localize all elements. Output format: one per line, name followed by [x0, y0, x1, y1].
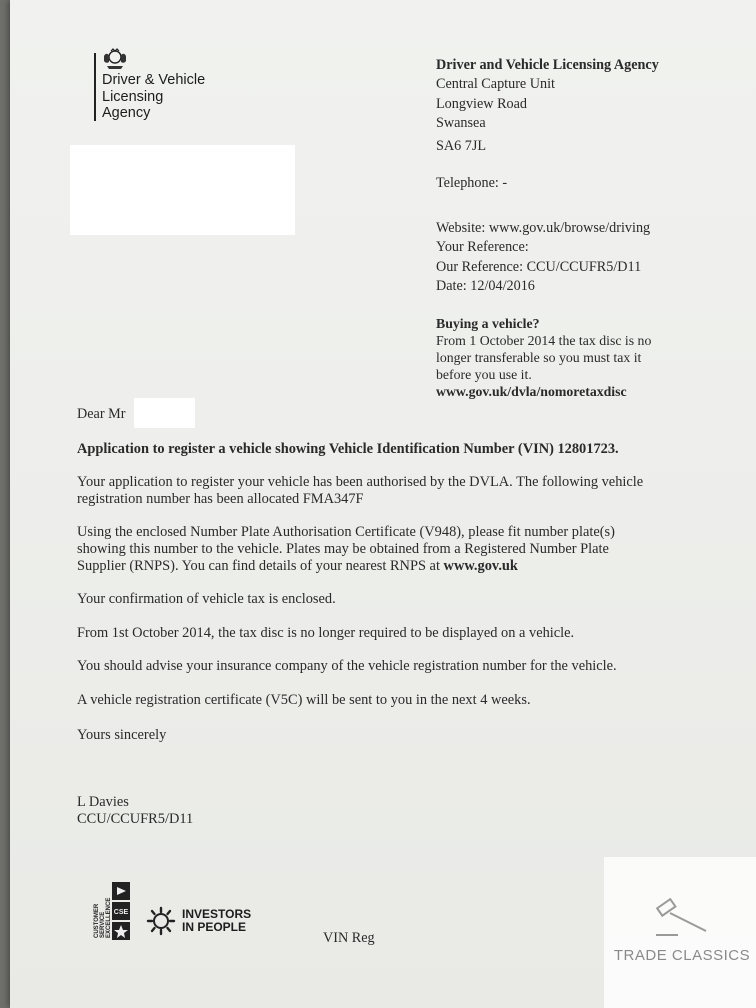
- cse-line-2: SERVICE: [100, 911, 106, 938]
- reference-block: [436, 219, 650, 297]
- p2-line-3-text: Supplier (RNPS). You can find details of your nearest RNPS at: [77, 558, 444, 574]
- sender-address-line-3: Swansea: [436, 115, 486, 132]
- investors-in-people-icon: [144, 904, 178, 938]
- our-reference: Our Reference: CCU/CCUFR5/D11: [436, 258, 642, 275]
- notice-line-3: before you use it.: [436, 367, 532, 382]
- cse-line-1: CUSTOMER: [94, 903, 100, 938]
- signatory-name: L Davies: [77, 794, 129, 810]
- salutation-text: Dear Mr: [77, 406, 126, 422]
- investors-in-people-logo: [144, 904, 252, 943]
- paragraph-authorised: [77, 474, 697, 508]
- iip-line-1: INVESTORS: [182, 907, 252, 921]
- cse-badge: CSE: [113, 909, 129, 916]
- letter-date: Date: 12/04/2016: [436, 278, 535, 295]
- salutation: [77, 406, 125, 423]
- sender-name: Driver and Vehicle Licensing Agency: [436, 57, 659, 73]
- gavel-icon: [652, 897, 712, 941]
- rnps-link: www.gov.uk: [443, 558, 518, 574]
- notice-heading: Buying a vehicle?: [436, 316, 540, 331]
- sender-address-line-2: Longview Road: [436, 95, 528, 112]
- dvla-logo: [84, 48, 234, 128]
- signature-block: [77, 794, 697, 828]
- notice-line-1: From 1 October 2014 the tax disc is no: [436, 333, 652, 348]
- notice-link: www.gov.uk/dvla/nomoretaxdisc: [436, 384, 627, 399]
- paragraph-insurance: You should advise your insurance company of the vehicle registration number for the vehicle.: [77, 658, 617, 674]
- p1-line-1: Your application to register your vehicle has been authorised by the DVLA. The following vehicle: [77, 474, 644, 490]
- document-code: VIN Reg: [323, 930, 375, 946]
- footer-logos: [82, 882, 282, 942]
- watermark-text: TRADE CLASSICS: [613, 947, 751, 964]
- logo-divider: [94, 53, 96, 121]
- signatory-reference: CCU/CCUFR5/D11: [77, 811, 194, 827]
- customer-service-excellence-icon: [82, 882, 132, 940]
- logo-line-3: Agency: [102, 105, 151, 121]
- p1-line-2: registration number has been allocated FMA347F: [77, 491, 364, 507]
- trade-classics-watermark: [604, 857, 756, 1008]
- paragraph-tax-confirmation: Your confirmation of vehicle tax is enclosed.: [77, 591, 336, 607]
- closing: Yours sincerely: [77, 727, 167, 743]
- p2-line-3: [77, 558, 697, 575]
- website: Website: www.gov.uk/browse/driving: [436, 220, 651, 236]
- sender-address-line-1: Central Capture Unit: [436, 76, 555, 93]
- notice-line-2: longer transferable so you must tax it: [436, 350, 642, 365]
- letter-subject: Application to register a vehicle showing Vehicle Identification Number (VIN) 12801723.: [77, 441, 619, 457]
- your-reference: Your Reference:: [436, 239, 529, 256]
- paragraph-v5c: A vehicle registration certificate (V5C) will be sent to you in the next 4 weeks.: [77, 692, 531, 708]
- logo-line-1: Driver & Vehicle: [102, 72, 206, 88]
- redacted-recipient-address: [70, 145, 295, 235]
- paragraph-tax-disc: From 1st October 2014, the tax disc is no longer required to be displayed on a vehicle.: [77, 625, 575, 641]
- p2-line-1: Using the enclosed Number Plate Authorisation Certificate (V948), please fit number plate(s): [77, 524, 615, 540]
- paragraph-number-plates: [77, 524, 697, 575]
- iip-line-2: IN PEOPLE: [182, 920, 247, 934]
- buying-vehicle-notice: [436, 315, 686, 400]
- logo-line-2: Licensing: [102, 88, 164, 105]
- cse-line-3: EXCELLENCE: [106, 897, 112, 938]
- sender-address: [436, 56, 659, 156]
- telephone: Telephone: -: [436, 175, 508, 191]
- sender-postcode: SA6 7JL: [436, 137, 487, 154]
- redacted-recipient-name: [134, 398, 195, 428]
- royal-crest-icon: [102, 48, 128, 70]
- p2-line-2: showing this number to the vehicle. Plates may be obtained from a Registered Number Plate: [77, 541, 609, 557]
